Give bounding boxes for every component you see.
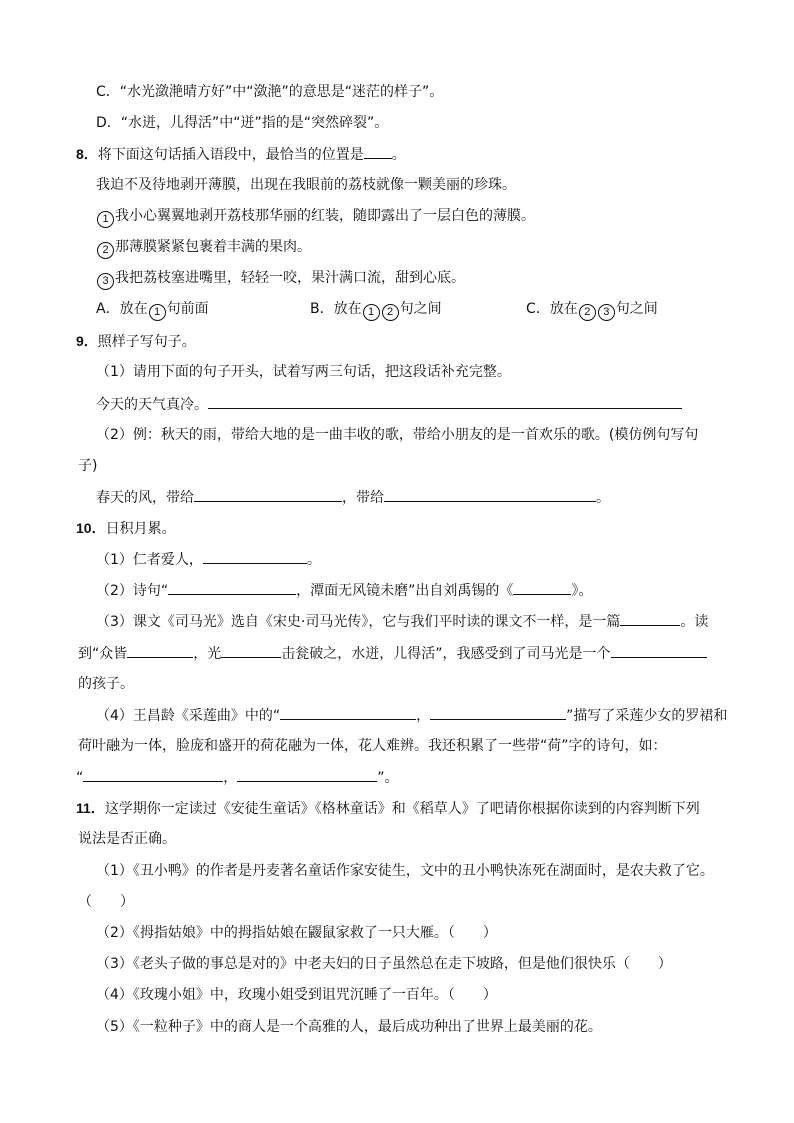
q10-item-3-blank-2[interactable] — [127, 643, 193, 658]
q10-item-4-text-c: ”描写了采莲少女的罗裙和 — [566, 708, 728, 724]
circled-number-2: 2 — [382, 304, 399, 321]
q10-item-3-line-1 — [96, 611, 708, 632]
q10-item-4-text-a: （4）王昌龄《采莲曲》中的“ — [96, 708, 281, 724]
q11-number: 11． — [76, 800, 105, 816]
q10-item-2 — [96, 580, 592, 601]
q10-item-3-text-d: ，光 — [193, 646, 222, 662]
q10-item-2-text-a: （2）诗句“ — [96, 583, 169, 599]
q8-option-c — [526, 299, 658, 321]
q9-part-2-answer — [96, 487, 610, 508]
q10-item-1 — [96, 549, 321, 570]
q10-item-3-line-3: 的孩子。 — [78, 676, 134, 692]
q8-insert-sentence: 我迫不及待地剥开薄膜，出现在我眼前的荔枝就像一颗美丽的珍珠。 — [96, 177, 516, 193]
q9-part-1: （1）请用下面的句子开头，试着写两三句话，把这段话补充完整。 — [96, 364, 511, 380]
circled-number-3: 3 — [598, 304, 615, 321]
q10-item-2-blank-1[interactable] — [168, 580, 296, 595]
q8-option-b-post: 句之间 — [399, 301, 442, 317]
q8-number: 8． — [76, 146, 98, 162]
q11-stem-text: 这学期你一定读过《安徒生童话》《格林童话》和《稻草人》了吧请你根据你读到的内容判断下列 — [104, 801, 700, 817]
q10-item-4-line-2: 荷叶融为一体，脸庞和盛开的荷花融为一体，花人难辨。我还积累了一些带“荷”字的诗句，如： — [78, 738, 667, 754]
q10-item-2-text-c: 》。 — [571, 583, 593, 599]
circled-number-2: 2 — [97, 242, 114, 259]
q11-stem-line-1 — [76, 798, 700, 819]
q9-part-2-answer-a: 春天的风，带给 — [96, 490, 194, 506]
q10-item-3-blank-3[interactable] — [221, 643, 281, 658]
q10-item-3-text-e: 击瓮破之，水迸，儿得活”，我感受到了司马光是一个 — [281, 646, 611, 662]
q11-item-2: （2）《拇指姑娘》中的拇指姑娘在鼹鼠家救了一只大雁。（ ） — [96, 925, 497, 941]
q8-option-a-post: 句前面 — [166, 301, 209, 317]
q8-sentence-1-text: 我小心翼翼地剥开荔枝那华丽的红装，随即露出了一层白色的薄膜。 — [115, 208, 535, 224]
q10-item-4-text-f: ， — [223, 770, 238, 786]
q10-item-4-line-1 — [96, 705, 727, 726]
q10-item-2-text-b: ，潭面无风镜未磨”出自刘禹锡的《 — [296, 583, 514, 599]
q8-sentence-3 — [96, 268, 465, 290]
q8-option-c-pre: C．放在 — [526, 301, 578, 317]
q7-option-c: C．“水光潋滟晴方好”中“潋滟”的意思是“迷茫的样子”。 — [96, 84, 444, 100]
q8-sentence-3-text: 我把荔枝塞进嘴里，轻轻一咬，果汁满口流，甜到心底。 — [115, 270, 465, 286]
q8-option-a-pre: A．放在 — [96, 301, 148, 317]
q8-answer-blank[interactable] — [364, 144, 392, 159]
q9-number: 9． — [76, 333, 98, 349]
q10-item-4-blank-3[interactable] — [83, 767, 223, 782]
q9-title: 照样子写句子。 — [97, 334, 196, 350]
circled-number-2: 2 — [579, 304, 596, 321]
q10-item-3-blank-1[interactable] — [620, 611, 680, 626]
q10-item-1-end: 。 — [306, 552, 321, 568]
q10-item-3-text-a: （3）课文《司马光》选自《宋史·司马光传》，它与我们平时读的课文不一样，是一篇 — [96, 614, 621, 630]
q11-item-1: （1）《丑小鸭》的作者是丹麦著名童话作家安徒生，文中的丑小鸭快冻死在湖面时，是农夫救了它。 — [96, 863, 714, 879]
q8-option-b-pre: B．放在 — [310, 301, 362, 317]
q9-part-1-start: 今天的天气真冷。 — [96, 397, 208, 413]
q8-sentence-2 — [96, 237, 311, 259]
q10-item-4-blank-2[interactable] — [430, 705, 566, 720]
q8-option-a — [96, 299, 209, 321]
q9-part-2-line-1: （2）例：秋天的雨，带给大地的是一曲丰收的歌，带给小朋友的是一首欢乐的歌。(模仿例句写句 — [96, 427, 699, 443]
q10-item-4-blank-4[interactable] — [237, 767, 377, 782]
q9-part-2-blank-2[interactable] — [384, 487, 596, 502]
q8-option-c-post: 句之间 — [615, 301, 658, 317]
q10-item-1-text: （1）仁者爱人， — [96, 552, 203, 568]
q10-item-3-line-2 — [78, 643, 707, 664]
q10-item-3-text-b: 。读 — [680, 614, 709, 630]
q10-stem — [76, 518, 176, 539]
q10-item-4-blank-1[interactable] — [280, 705, 416, 720]
q10-item-3-text-c: 到“众皆 — [78, 646, 128, 662]
q11-stem-line-2: 说法是否正确。 — [78, 831, 176, 847]
q11-item-1-answer[interactable]: （ ） — [78, 894, 134, 910]
q10-item-1-blank[interactable] — [203, 549, 307, 564]
q10-item-3-blank-4[interactable] — [611, 643, 707, 658]
circled-number-1: 1 — [97, 211, 114, 228]
circled-number-1: 1 — [149, 304, 166, 321]
q10-item-4-text-b: ， — [416, 708, 431, 724]
q11-item-4: （4）《玫瑰小姐》中，玫瑰小姐受到诅咒沉睡了一百年。（ ） — [96, 987, 497, 1003]
q11-item-5: （5）《一粒种子》中的商人是一个高雅的人，最后成功种出了世界上最美丽的花。 — [96, 1019, 602, 1035]
q10-item-4-text-g: ”。 — [377, 770, 399, 786]
q9-part-2-blank-1[interactable] — [194, 487, 342, 502]
q9-part-1-blank[interactable] — [208, 394, 682, 409]
q8-stem-end: 。 — [391, 147, 406, 163]
circled-number-1: 1 — [363, 304, 380, 321]
q8-stem — [76, 144, 406, 165]
q9-part-2-line-2: 子) — [78, 458, 98, 474]
q10-number: 10． — [76, 520, 106, 536]
q7-option-d: D．“水迸，儿得活”中“迸”指的是“突然碎裂”。 — [96, 115, 389, 131]
q9-part-1-answer — [96, 394, 682, 415]
circled-number-3: 3 — [97, 273, 114, 290]
q10-item-2-blank-2[interactable] — [513, 580, 571, 595]
q9-part-2-answer-c: 。 — [596, 490, 610, 506]
q11-item-3: （3）《老头子做的事总是对的》中老夫妇的日子虽然总在走下坡路，但是他们很快乐（ ） — [96, 956, 672, 972]
q10-title: 日积月累。 — [105, 521, 176, 537]
q10-item-4-line-3 — [76, 767, 399, 788]
q9-part-2-answer-b: ，带给 — [342, 490, 384, 506]
q8-option-b — [310, 299, 442, 321]
q8-sentence-1 — [96, 206, 535, 228]
q10-item-4-text-e: “ — [76, 770, 84, 786]
q9-stem — [76, 331, 196, 352]
q8-stem-text: 将下面这句话插入语段中，最恰当的位置是 — [97, 147, 364, 163]
q8-sentence-2-text: 那薄膜紧紧包裹着丰满的果肉。 — [115, 239, 311, 255]
